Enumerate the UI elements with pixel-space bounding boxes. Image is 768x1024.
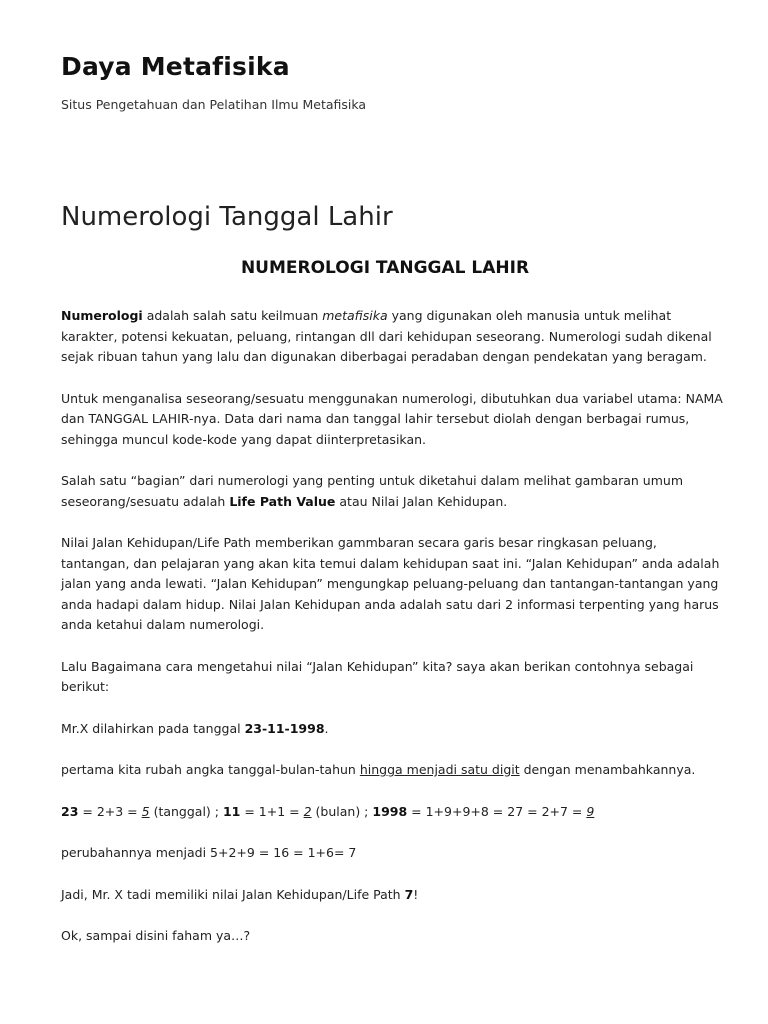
paragraph-step-one (61, 760, 729, 781)
post-title: Numerologi Tanggal Lahir (61, 202, 393, 232)
text: (tanggal) ; (149, 803, 223, 819)
text: ! (413, 886, 419, 902)
underlined-phrase: hingga menjadi satu digit (359, 762, 520, 777)
text: adalah salah satu keilmuan (142, 308, 323, 323)
paragraph-example-date (61, 719, 729, 740)
text: Mr.X dilahirkan pada tanggal (61, 720, 245, 736)
term-metafisika: metafisika (322, 308, 388, 323)
text: Jadi, Mr. X tadi memiliki nilai Jalan Kehidupan/Life Path (61, 886, 405, 902)
paragraph-closing: Ok, sampai disini faham ya…? (61, 928, 251, 943)
text: dengan menambahkannya. (519, 762, 696, 777)
bold-number: 23 (61, 803, 79, 819)
term-numerologi: Numerologi (61, 308, 143, 323)
text: = 1+9+9+8 = 27 = 2+7 = (407, 803, 587, 819)
result-digit: 9 (586, 803, 595, 819)
text: . (324, 720, 329, 736)
text: Salah satu “bagian” dari numerologi yang penting untuk diketahui dalam melihat gambaran umum seseorang/sesuatu adalah (61, 473, 683, 509)
text: yang digunakan oleh manusia untuk melihat karakter, potensi kekuatan, peluang, rintangan dll dari kehidupan seseorang. Numerologi sudah dikenal sejak ribuan tahun yang lalu dan digunakan diberbagai peradaban dengan pendekatan yang beragam. (61, 308, 712, 364)
paragraph-intro (61, 306, 729, 368)
paragraph-sum: perubahannya menjadi 5+2+9 = 16 = 1+6= 7 (61, 845, 357, 860)
text: atau Nilai Jalan Kehidupan. (335, 493, 508, 509)
paragraph-calculation (61, 802, 729, 823)
post-subheading: NUMEROLOGI TANGGAL LAHIR (240, 258, 530, 278)
result-digit: 5 (141, 803, 150, 819)
site-title[interactable]: Daya Metafisika (61, 52, 290, 81)
article-body (61, 306, 729, 968)
bold-number: 1998 (372, 803, 408, 819)
paragraph-question: Lalu Bagaimana cara mengetahui nilai “Jalan Kehidupan” kita? saya akan berikan contohnya sebagai berikut: (61, 658, 694, 694)
text: (bulan) ; (311, 803, 373, 819)
paragraph-variables: Untuk menganalisa seseorang/sesuatu menggunakan numerologi, dibutuhkan dua variabel utama: NAMA dan TANGGAL LAHIR-nya. Data dari nama dan tanggal lahir tersebut diolah dengan berbagai rumus, sehingga muncul kode-kode yang dapat diinterpretasikan. (61, 390, 723, 447)
text: pertama kita rubah angka tanggal-bulan-tahun (61, 762, 360, 777)
text: = 1+1 = (240, 803, 304, 819)
paragraph-life-path (61, 471, 729, 512)
site-tagline: Situs Pengetahuan dan Pelatihan Ilmu Metafisika (61, 97, 367, 112)
paragraph-conclusion (61, 885, 729, 906)
bold-number: 11 (222, 803, 241, 819)
term-life-path-value: Life Path Value (229, 493, 336, 509)
example-date: 23-11-1998 (244, 720, 325, 736)
paragraph-description: Nilai Jalan Kehidupan/Life Path memberikan gammbaran secara garis besar ringkasan peluang, tantangan, dan pelajaran yang akan kita temui dalam kehidupan saat ini. “Jalan Kehidupan” anda adalah jalan yang anda lewati. “Jalan Kehidupan” mengungkap peluang-peluang dan tantangan-tantangan yang anda hadapi dalam hidup. Nilai Jalan Kehidupan anda adalah satu dari 2 informasi terpenting yang harus anda ketahui dalam numerologi. (61, 535, 720, 632)
life-path-number: 7 (404, 886, 414, 902)
result-digit: 2 (303, 803, 312, 819)
text: = 2+3 = (78, 803, 142, 819)
